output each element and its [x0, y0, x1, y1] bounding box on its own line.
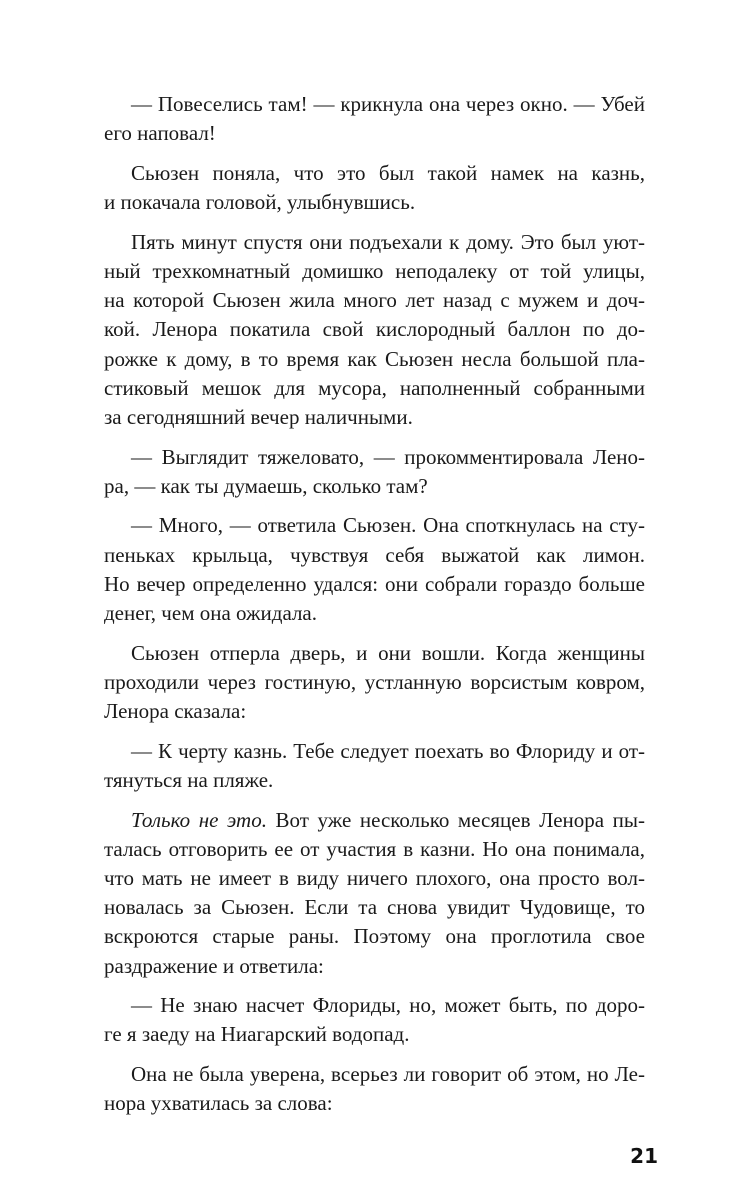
text-line: ра, — как ты думаешь, сколько там?	[104, 473, 428, 498]
text-line: кой. Ленора покатила свой кислородный баллон по до-	[104, 317, 645, 342]
text-line	[104, 806, 645, 835]
text-line: проходили через гостиную, устланную ворсистым ковром,	[104, 669, 645, 694]
text-line: что мать не имеет в виду ничего плохого, она просто вол-	[104, 866, 645, 890]
text-line: раздражение и ответила:	[104, 953, 324, 978]
text-line: талась отговорить ее от участия в казни. Но она понимала,	[104, 836, 645, 861]
text-line-rest: Вот уже несколько месяцев Ленора пы-	[266, 807, 646, 832]
text-line: вскроются старые раны. Поэтому она проглотила свое	[104, 924, 645, 949]
text-line: пеньках крыльца, чувствуя себя выжатой как лимон.	[104, 542, 645, 567]
paragraph	[104, 737, 645, 795]
text-line: — Выглядит тяжеловато, — прокомментировала Лено-	[131, 444, 645, 469]
text-line: на которой Сьюзен жила много лет назад с мужем и доч-	[104, 288, 645, 313]
text-line: ге я заеду на Ниагарский водопад.	[104, 1022, 410, 1047]
text-line: стиковый мешок для мусора, наполненный собранными	[104, 375, 645, 400]
text-line: Ленора сказала:	[104, 699, 247, 724]
paragraph	[104, 639, 645, 727]
text-line: денег, чем она ожидала.	[104, 601, 318, 625]
text-line: — Много, — ответила Сьюзен. Она споткнулась на сту-	[131, 513, 645, 538]
text-line: и покачала головой, улыбнувшись.	[104, 190, 416, 215]
text-line: — К черту казнь. Тебе следует поехать во Флориду и от-	[131, 738, 645, 763]
text-line: — Не знаю насчет Флориды, но, может быть, по доро-	[131, 993, 645, 1018]
paragraph	[104, 511, 645, 628]
text-line: Пять минут спустя они подъехали к дому. Это был уют-	[131, 229, 645, 254]
text-line: его наповал!	[104, 121, 216, 146]
text-line: тянуться на пляже.	[104, 767, 274, 792]
paragraph	[104, 443, 645, 501]
text-line: ный трехкомнатный домишко неподалеку от той улицы,	[104, 258, 645, 283]
text-line: Сьюзен поняла, что это был такой намек на казнь,	[131, 160, 645, 185]
text-line: новалась за Сьюзен. Если та снова увидит Чудовище, то	[104, 895, 645, 920]
paragraph	[104, 1060, 645, 1118]
paragraph	[104, 806, 645, 981]
paragraph	[104, 90, 645, 148]
paragraph	[104, 228, 645, 432]
text-line: нора ухватилась за слова:	[104, 1091, 333, 1116]
paragraph	[104, 991, 645, 1049]
text-line: — Повеселись там! — крикнула она через окно. — Убей	[131, 92, 645, 116]
text-line: Но вечер определенно удался: они собрали гораздо больше	[104, 571, 645, 596]
page-number: 21	[630, 1144, 658, 1168]
text-line: Сьюзен отперла дверь, и они вошли. Когда женщины	[131, 640, 645, 665]
paragraph	[104, 159, 645, 217]
text-line: за сегодняшний вечер наличными.	[104, 404, 413, 429]
text-line: рожке к дому, в то время как Сьюзен несла большой пла-	[104, 346, 645, 371]
book-page-text	[104, 90, 645, 1119]
italic-thought: Только не это.	[131, 807, 267, 832]
text-line: Она не была уверена, всерьез ли говорит об этом, но Ле-	[131, 1062, 645, 1087]
